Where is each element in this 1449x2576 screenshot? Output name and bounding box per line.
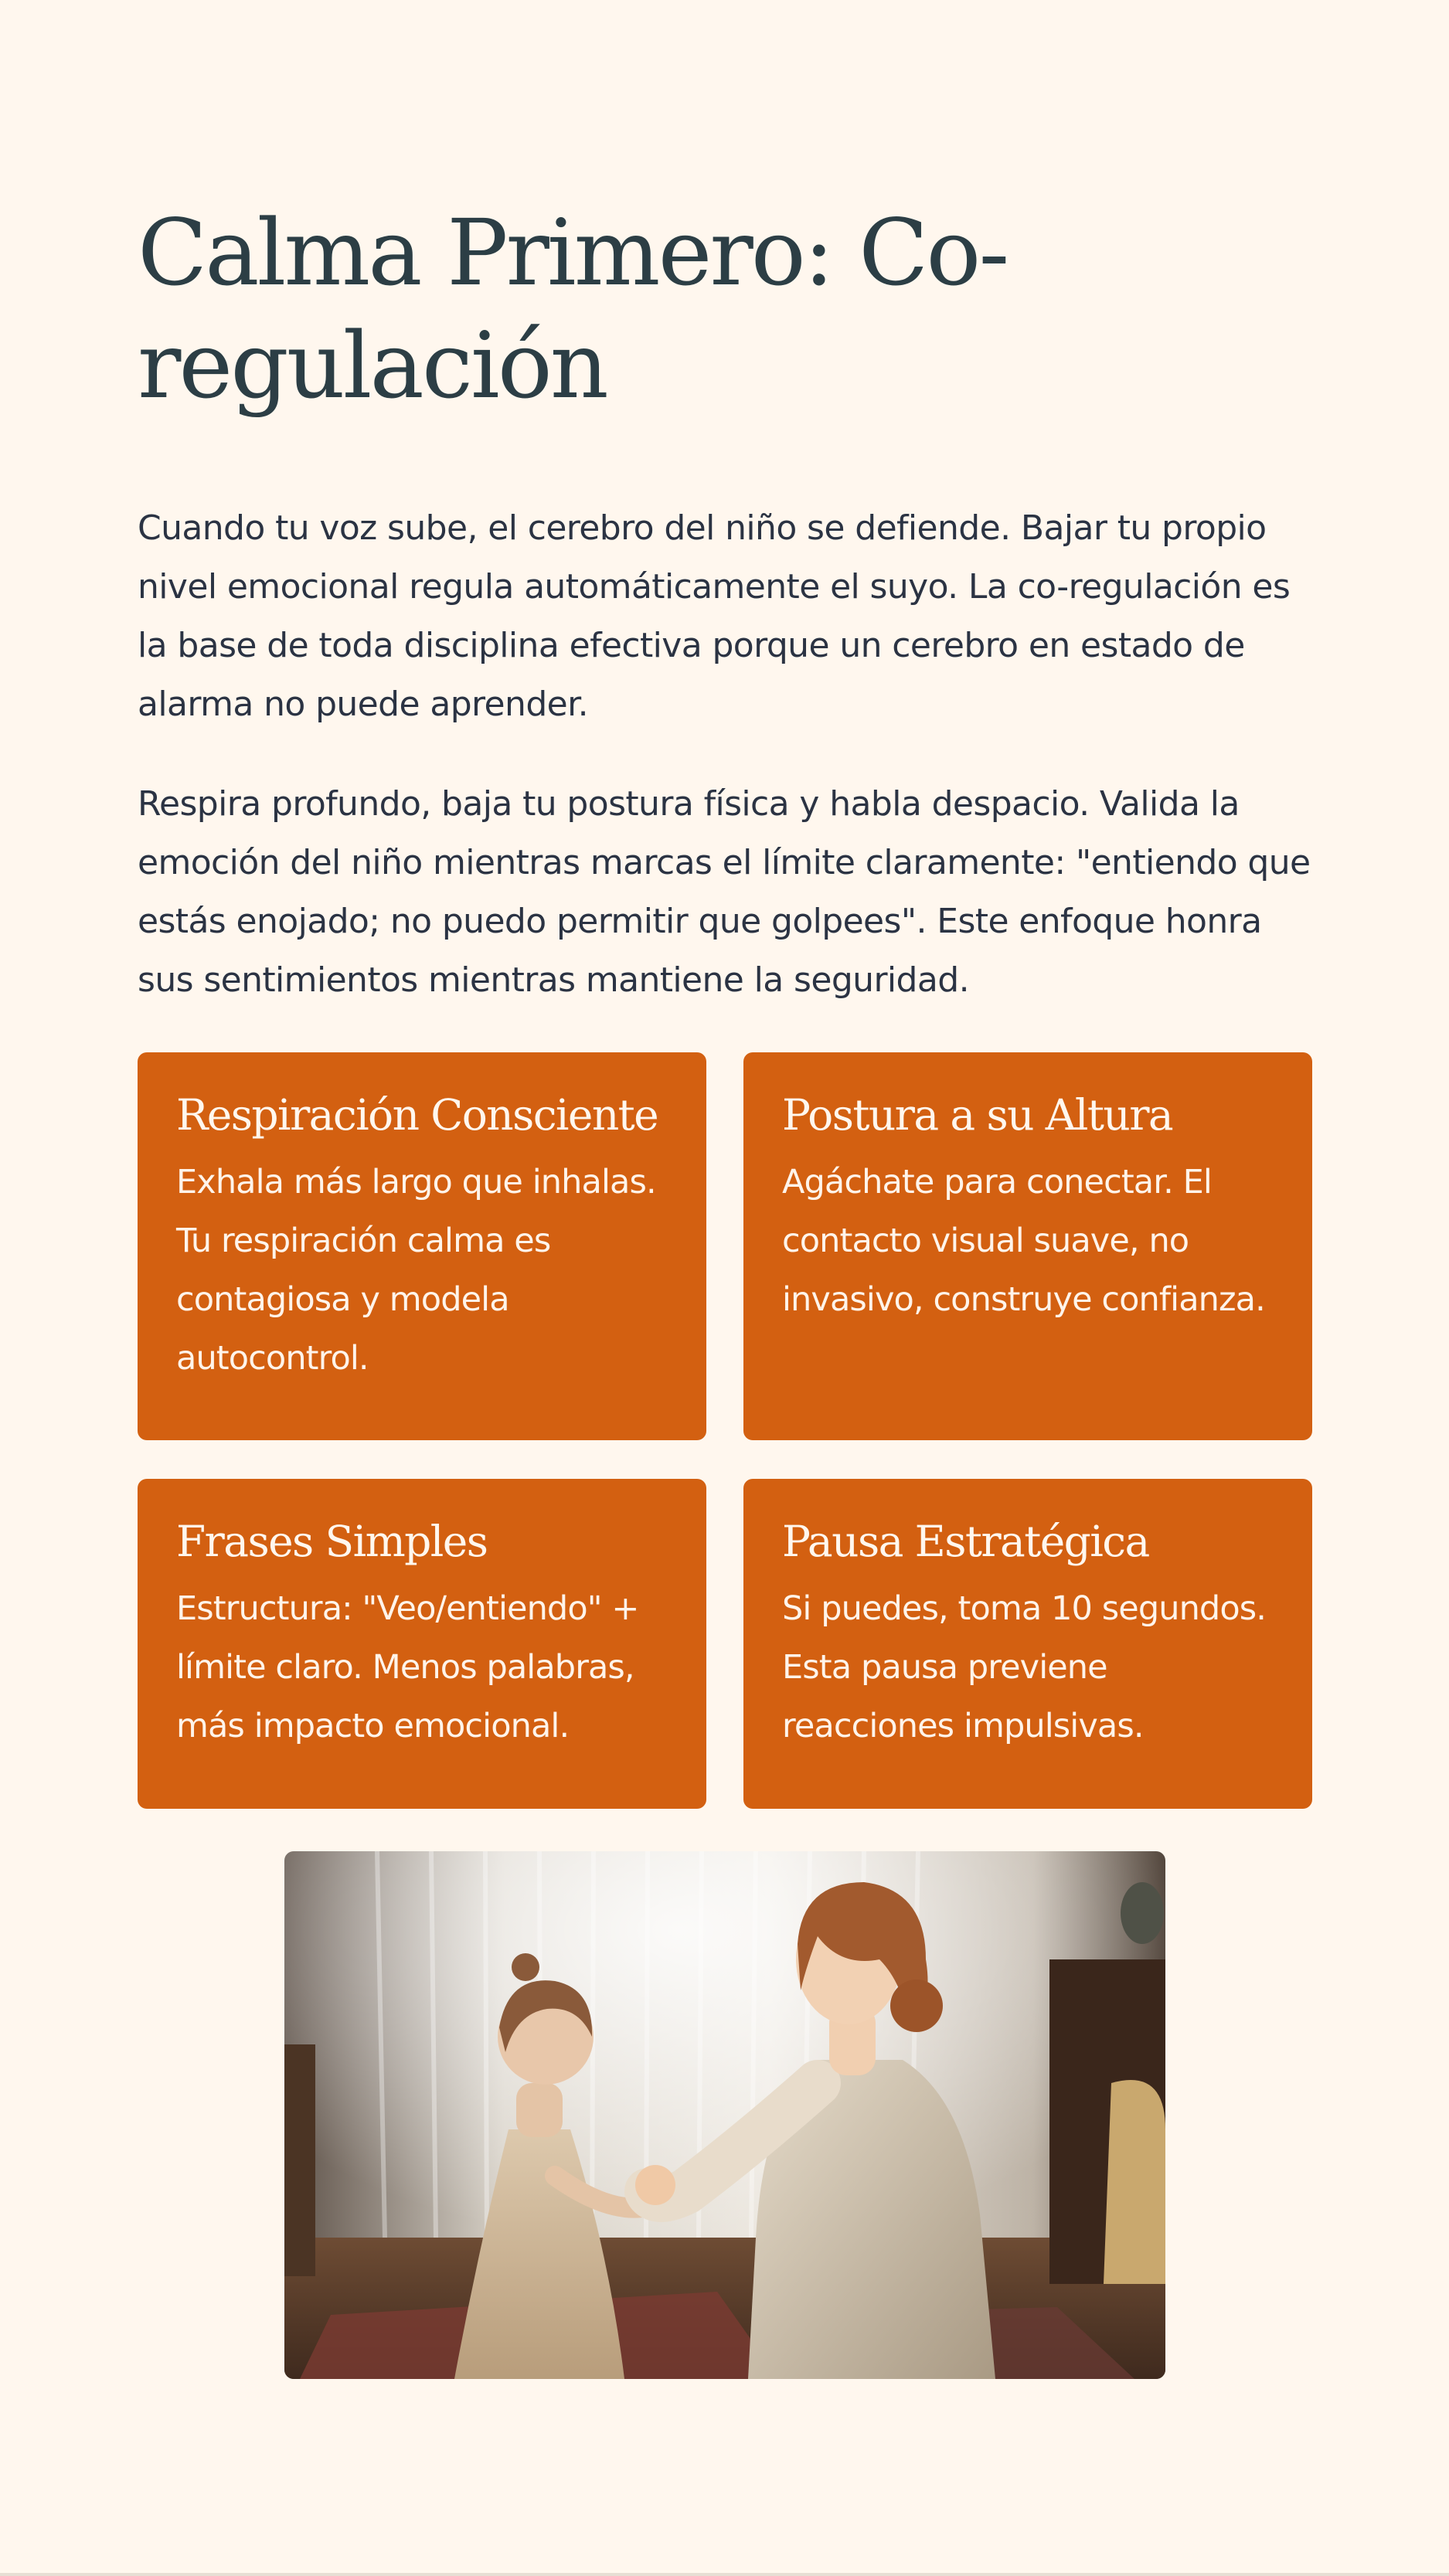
card-frases-simples — [138, 1479, 706, 1809]
guidance-paragraph: Respira profundo, baja tu postura física y habla despacio. Valida la emoción del niño mientras marcas el límite claramente: "entiendo que estás enojado; no puedo permitir que golpees". Este enfoque honra sus sentimientos mientras mantiene la seguridad. — [138, 784, 1311, 1000]
card-text: Estructura: "Veo/entiendo" + límite claro. Menos palabras, más impacto emocional. — [176, 1589, 639, 1745]
card-title: Respiración Consciente — [176, 1090, 658, 1140]
photo-illustration — [284, 1851, 1165, 2379]
card-pausa-estrategica — [743, 1479, 1312, 1809]
card-respiracion-consciente — [138, 1052, 706, 1440]
intro-paragraph: Cuando tu voz sube, el cerebro del niño se defiende. Bajar tu propio nivel emocional regula automáticamente el suyo. La co-regulación es la base de toda disciplina efectiva porque un cerebro en estado de alarma no puede aprender. — [138, 508, 1291, 724]
card-text: Exhala más largo que inhalas. Tu respiración calma es contagiosa y modela autocontrol. — [176, 1163, 656, 1378]
bottom-divider — [0, 2573, 1449, 2576]
card-title: Pausa Estratégica — [782, 1517, 1149, 1566]
parent-child-photo — [284, 1851, 1165, 2379]
card-postura-a-su-altura — [743, 1052, 1312, 1440]
card-text: Si puedes, toma 10 segundos. Esta pausa previene reacciones impulsivas. — [782, 1589, 1266, 1745]
card-title: Frases Simples — [176, 1517, 488, 1566]
card-title: Postura a su Altura — [782, 1090, 1173, 1140]
card-text: Agáchate para conectar. El contacto visual suave, no invasivo, construye confianza. — [782, 1163, 1265, 1319]
page-title: Calma Primero: Co-regulación — [138, 199, 1008, 419]
